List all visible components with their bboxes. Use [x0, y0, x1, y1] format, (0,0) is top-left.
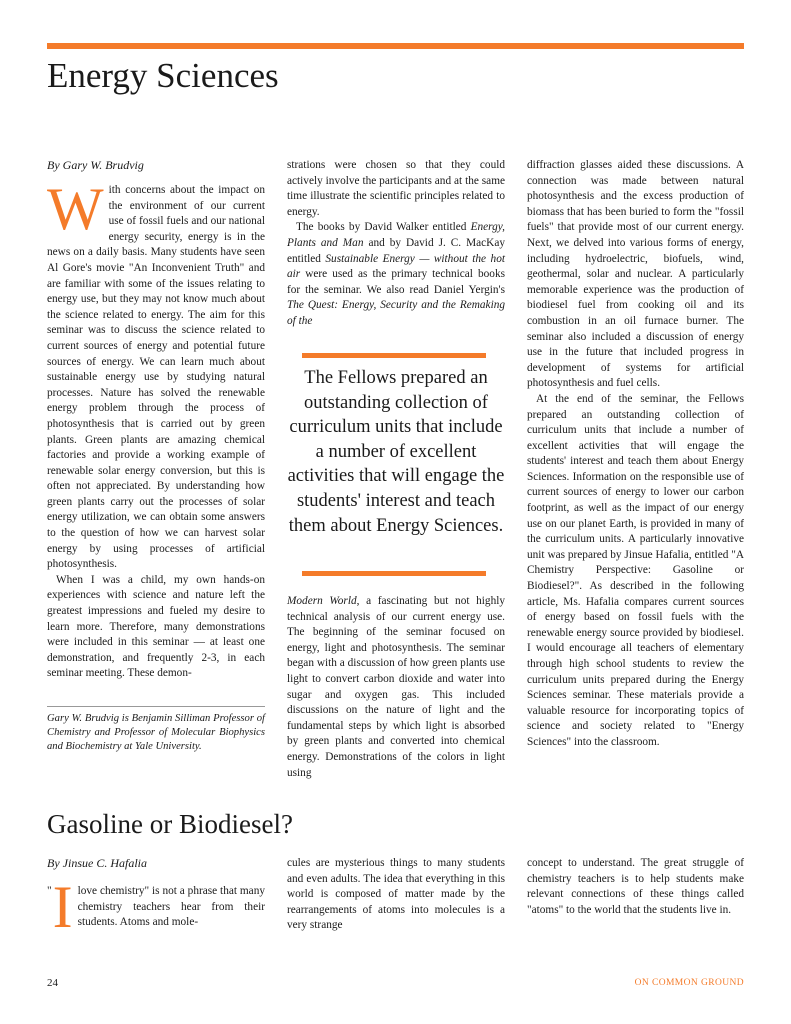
paragraph: The books by David Walker entitled Energy, Plants and Man and by David J. C. MacKay entitled Sustainable Energy — without the hot air were used as the primary technical books for the seminar. We also read Daniel Yergin's The Quest: Energy, Security and the Remaking of the	[287, 221, 505, 327]
drop-cap: W	[47, 176, 104, 242]
article2-col1-text	[47, 874, 265, 940]
pull-quote: The Fellows prepared an outstanding collection of curriculum units that include a number of excellent activities that will engage the students' interest and teach them about Energy Sciences.	[287, 368, 505, 536]
article2-column-1	[47, 856, 265, 940]
article1-byline: By Gary W. Brudvig	[47, 158, 144, 172]
article1-col1-text	[47, 176, 265, 682]
paragraph: At the end of the seminar, the Fellows prepared an outstanding collection of curriculum units that include a number of excellent activities that will engage the students' interest and teach them about Energy Sciences. Information on the responsible use of current sources of energy to lower our carbon footprint, as well as the impact of our energy use on our planet Earth, is provided in many of the curriculum units. A particularly innovative unit was prepared by Jinsue Hafalia, entitled "A Chemistry Perspective: Gasoline or Biodiesel?". As described in the following article, Ms. Hafalia compares current sources of energy based on fossil fuels with the renewable energy source provided by biodiesel. I would encourage all teachers of elementary through high school students to review the curriculum units prepared during the Energy Sciences seminar. These materials provide a valuable resource for incorporating topics of science and society related to "Energy Sciences" into the classroom.	[527, 392, 744, 748]
publication-name: ON COMMON GROUND	[634, 978, 744, 988]
book-title: Energy, Plants and Man	[287, 221, 505, 249]
article1-column-1	[47, 158, 265, 682]
pullquote-rule-top	[302, 353, 486, 358]
article1-column-3	[527, 158, 744, 751]
article1-column-2-continued	[287, 594, 505, 781]
paragraph: diffraction glasses aided these discussions. A connection was made between natural photosynthesis and the excess production of biomass that has been buried to form the "fossil fuels" that provide most of our current energy. Next, we delved into various forms of energy, including hydroelectric, biofuels, wind, geothermal, solar and nuclear. A particularly memorable experience was the production of biodiesel fuel from cooking oil and its combustion in an oil furnace burner. The seminar also included a discussion of energy use in the future that included progress in development of systems for artificial photosynthesis and fuel cells.	[527, 159, 744, 390]
article-title: Energy Sciences	[47, 56, 279, 95]
article1-column-2	[287, 158, 505, 330]
article2-column-2: cules are mysterious things to many students and even adults. The idea that everything in this world is composed of matter made by the rearrangements of atoms into molecules is a very strange	[287, 857, 505, 932]
paragraph: strations were chosen so that they could actively involve the participants and at the same time illustrate the scientific principles related to energy.	[287, 159, 505, 218]
article2-title: Gasoline or Biodiesel?	[47, 809, 293, 839]
book-title: The Quest: Energy, Security and the Remaking of the	[287, 299, 505, 327]
book-title: Sustainable Energy — without the hot air	[287, 252, 505, 281]
top-accent-rule	[47, 43, 744, 49]
paragraph: love chemistry" is not a phrase that many chemistry teachers hear from their students. Atoms and mole-	[77, 885, 265, 929]
paragraph: Modern World, a fascinating but not highly technical analysis of our current energy use. The beginning of the seminar focused on energy, light and photosynthesis. The seminar began with a discussion of how green plants use light to convert carbon dioxide and water into sugar and oxygen gas. This included discussions on the nature of light and the fundamental steps by which light is absorbed by green plants and converted into chemical energy. Demonstrations of the colors in light using	[287, 595, 506, 779]
book-title: Modern World	[287, 595, 357, 607]
open-quote: "	[47, 885, 52, 897]
pullquote-rule-bottom	[302, 571, 486, 576]
paragraph: When I was a child, my own hands-on experiences with science and nature left the greatest impressions and fueled my desire to learn more. Therefore, many demonstrations were included in this seminar — at least one demonstration, and frequently 2-3, in each seminar meeting. These demon-	[47, 573, 265, 680]
drop-cap: I	[52, 874, 73, 940]
article2-byline: By Jinsue C. Hafalia	[47, 856, 147, 870]
article2-column-3: concept to understand. The great struggle of chemistry teachers is to help students make relevant connections of these things called "atoms" to the world that the students live in.	[527, 857, 744, 916]
paragraph: ith concerns about the impact on the environment of our current use of fossil fuels and our national energy security, energy is in the news on a daily basis. Many students have seen Al Gore's movie "An Inconvenient Truth" and are familiar with some of the issues relating to energy use, but they may not know much about the science related to energy. The aim for this seminar was to discuss the science related to current sources of energy and potential future sources of energy. We can learn much about sustainable energy use by studying natural processes. Nature has solved the renewable energy problem through the process of photosynthesis that is carried out by green plants. Green plants are amazing chemical factories and provide a working example of renewable solar energy conversion, but this is often not appreciated. By understanding how green plants carry out the processes of solar energy utilization, we can obtain some answers to the question of how we can harvest solar energy by using processes of artificial photosynthesis.	[47, 184, 265, 571]
author-bio: Gary W. Brudvig is Benjamin Silliman Professor of Chemistry and Professor of Molecular Biophysics and Biochemistry at Yale University.	[47, 706, 265, 754]
page-number: 24	[47, 977, 58, 989]
